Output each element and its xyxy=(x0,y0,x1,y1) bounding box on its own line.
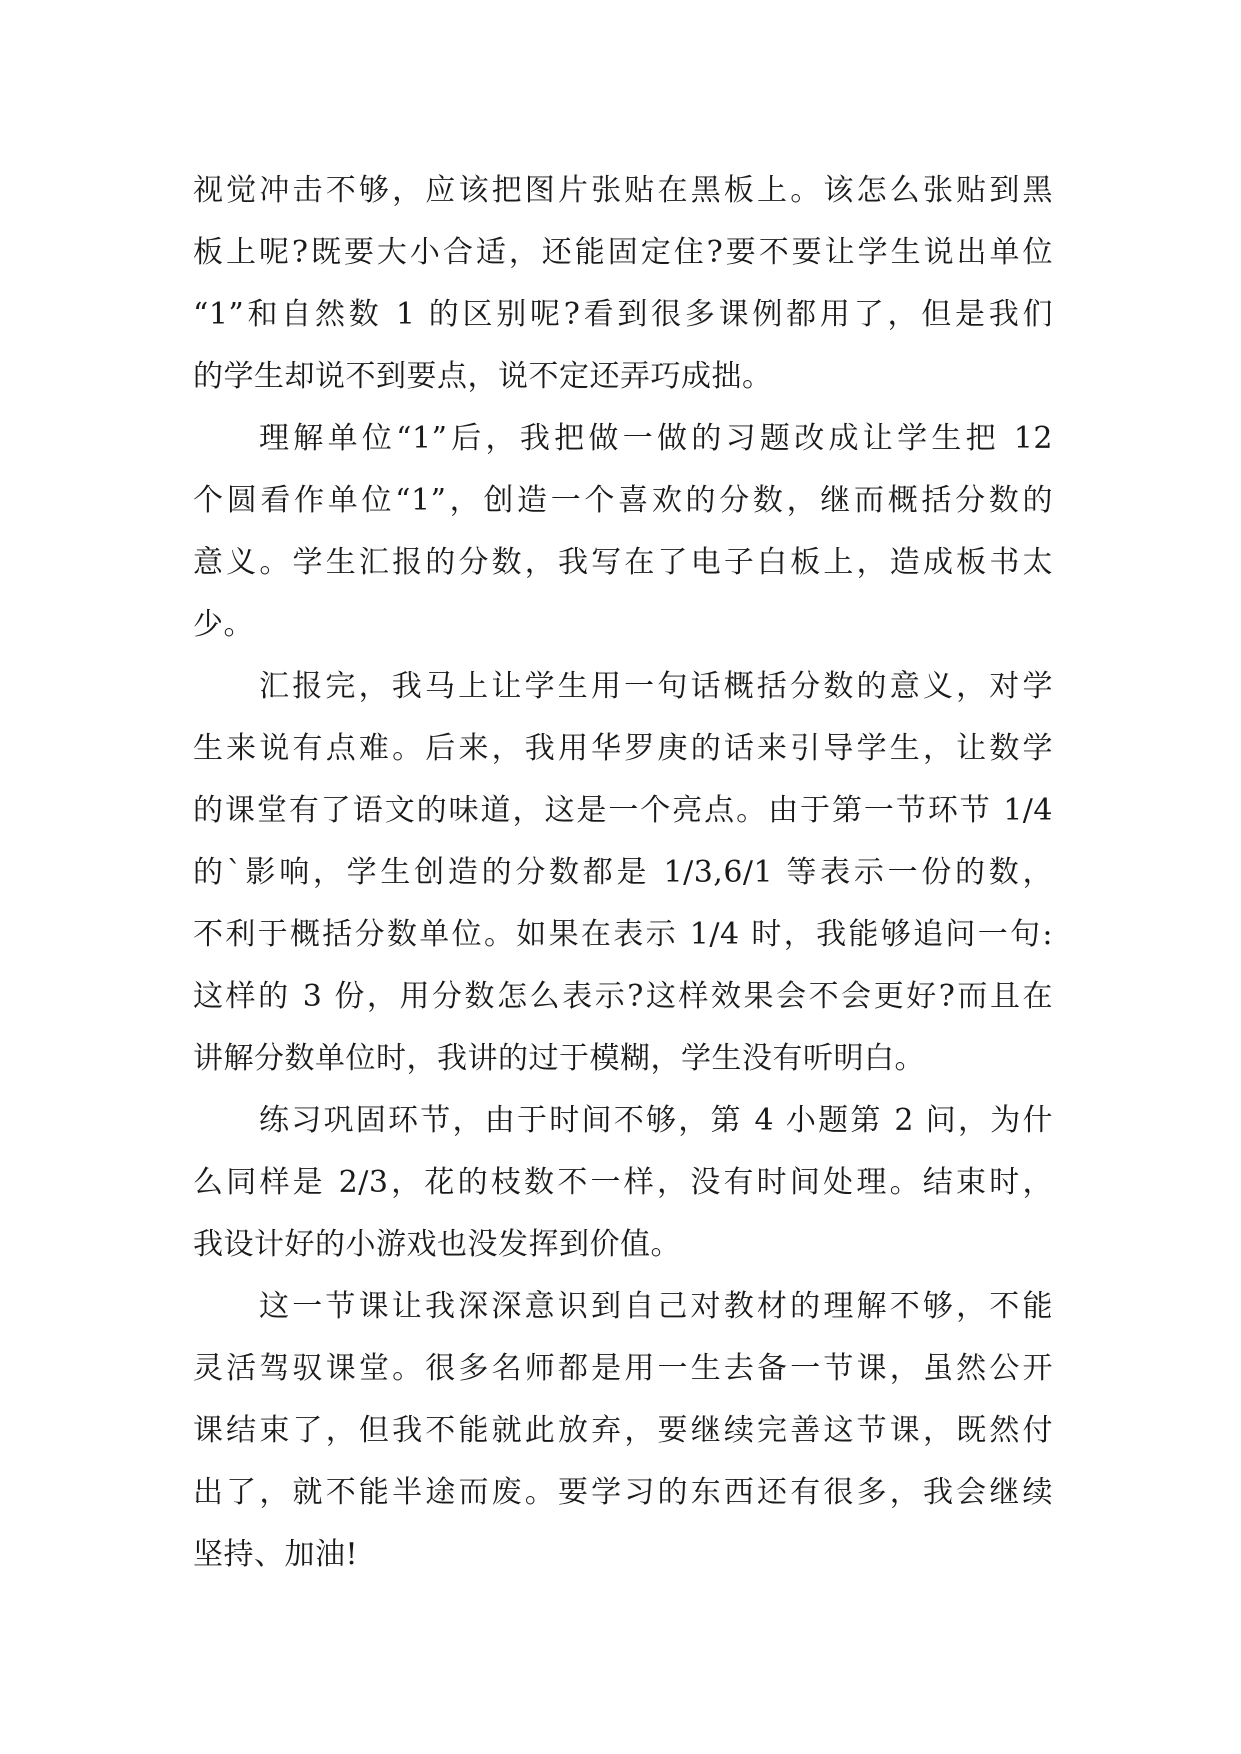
text-line: 意义。学生汇报的分数，我写在了电子白板上，造成板书太 xyxy=(193,545,1053,580)
paragraph xyxy=(193,1276,1053,1586)
text-line: 生来说有点难。后来，我用华罗庚的话来引导学生，让数学 xyxy=(193,731,1053,766)
text-line: 不利于概括分数单位。如果在表示 1/4 时，我能够追问一句: xyxy=(193,917,1053,952)
text-line: 练习巩固环节，由于时间不够，第 4 小题第 2 问，为什 xyxy=(259,1103,1053,1138)
text-line: 视觉冲击不够，应该把图片张贴在黑板上。该怎么张贴到黑 xyxy=(193,173,1053,208)
text-line: 个圆看作单位“1”，创造一个喜欢的分数，继而概括分数的 xyxy=(193,483,1053,518)
text-line: 么同样是 2/3，花的枝数不一样，没有时间处理。结束时， xyxy=(193,1165,1053,1200)
text-line: 汇报完，我马上让学生用一句话概括分数的意义，对学 xyxy=(259,669,1053,704)
paragraph xyxy=(193,656,1053,1090)
text-line: 这一节课让我深深意识到自己对教材的理解不够，不能 xyxy=(259,1289,1053,1324)
text-line: 我设计好的小游戏也没发挥到价值。 xyxy=(193,1227,681,1262)
paragraph xyxy=(193,1090,1053,1276)
text-line: 理解单位“1”后，我把做一做的习题改成让学生把 12 xyxy=(259,421,1053,456)
text-line: 坚持、加油! xyxy=(193,1537,359,1572)
paragraph xyxy=(193,408,1053,656)
document-body xyxy=(193,160,1053,1586)
text-line: 灵活驾驭课堂。很多名师都是用一生去备一节课，虽然公开 xyxy=(193,1351,1053,1386)
text-line: 少。 xyxy=(193,607,254,642)
text-line: 的`影响，学生创造的分数都是 1/3,6/1 等表示一份的数， xyxy=(193,855,1053,890)
text-line: 这样的 3 份，用分数怎么表示?这样效果会不会更好?而且在 xyxy=(193,979,1053,1014)
text-line: 出了，就不能半途而废。要学习的东西还有很多，我会继续 xyxy=(193,1475,1053,1510)
paragraph xyxy=(193,160,1053,408)
text-line: 的课堂有了语文的味道，这是一个亮点。由于第一节环节 1/4 xyxy=(193,793,1053,828)
text-line: “1”和自然数 1 的区别呢?看到很多课例都用了，但是我们 xyxy=(193,297,1053,332)
text-line: 课结束了，但我不能就此放弃，要继续完善这节课，既然付 xyxy=(193,1413,1053,1448)
text-line: 板上呢?既要大小合适，还能固定住?要不要让学生说出单位 xyxy=(193,235,1053,270)
text-line: 讲解分数单位时，我讲的过于模糊，学生没有听明白。 xyxy=(193,1041,925,1076)
text-line: 的学生却说不到要点，说不定还弄巧成拙。 xyxy=(193,359,773,394)
